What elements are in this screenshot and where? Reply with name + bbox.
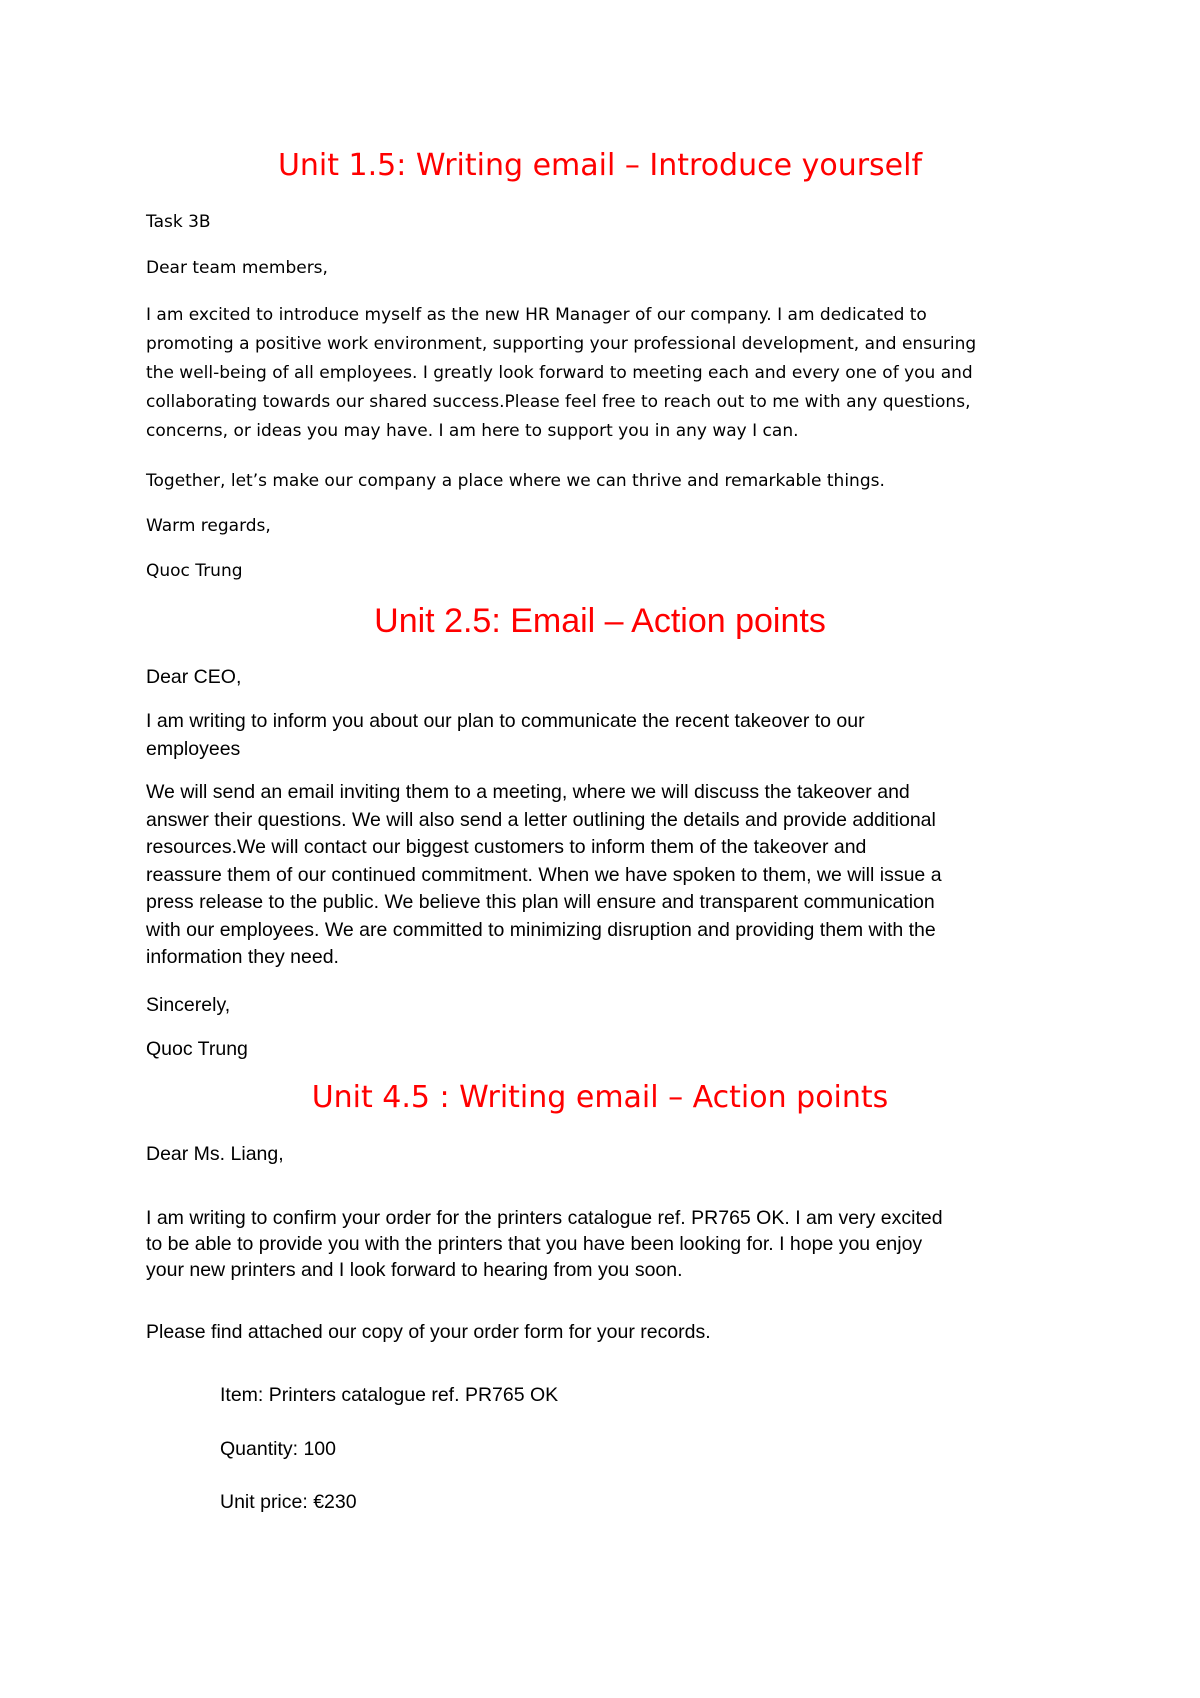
unit1-body-line: I am excited to introduce myself as the new HR Manager of our company. I am dedicated to [146,305,927,325]
order-unit-price: Unit price: €230 [220,1491,357,1513]
unit2-para2-line: information they need. [146,946,339,968]
unit1-task-label: Task 3B [146,212,211,232]
unit4-paragraph-2: Please find attached our copy of your order form for your records. [146,1321,711,1343]
unit2-sign-off: Sincerely, [146,994,231,1016]
unit4-heading: Unit 4.5 : Writing email – Action points [311,1080,889,1115]
unit1-body-line: collaborating towards our shared success.Please feel free to reach out to me with any questions, [146,392,971,412]
unit1-signature: Quoc Trung [146,561,243,581]
order-item: Item: Printers catalogue ref. PR765 OK [220,1384,559,1406]
unit4-greeting: Dear Ms. Liang, [146,1143,284,1165]
unit2-para2-line: answer their questions. We will also send a letter outlining the details and provide additional [146,808,936,831]
unit2-paragraph-1 [146,708,1076,763]
unit4-para1-line: your new printers and I look forward to hearing from you soon. [146,1259,683,1281]
unit2-para2-line: with our employees. We are committed to minimizing disruption and providing them with the [146,918,936,941]
unit4-paragraph-1 [146,1205,1076,1283]
unit2-para2-line: press release to the public. We believe this plan will ensure and transparent communication [146,891,935,913]
unit1-body-line: the well-being of all employees. I greatly look forward to meeting each and every one of you and [146,363,973,383]
unit2-para1-line: employees [146,737,241,760]
unit1-body-paragraph [146,301,1076,446]
unit4-para1-line: to be able to provide you with the printers that you have been looking for. I hope you enjoy [146,1233,923,1255]
unit2-paragraph-2 [146,779,1076,972]
unit4-para1-line: I am writing to confirm your order for the printers catalogue ref. PR765 OK. I am very excited [146,1207,943,1229]
unit2-para1-line: I am writing to inform you about our plan to communicate the recent takeover to our [146,710,865,732]
unit2-signature: Quoc Trung [146,1038,248,1060]
unit1-body-line: promoting a positive work environment, supporting your professional development, and ensuring [146,334,977,354]
order-quantity: Quantity: 100 [220,1438,336,1460]
unit2-greeting: Dear CEO, [146,666,242,688]
unit1-closing-paragraph: Together, let’s make our company a place where we can thrive and remarkable things. [146,471,885,491]
unit2-para2-line: resources.We will contact our biggest customers to inform them of the takeover and [146,836,867,858]
unit1-greeting: Dear team members, [146,258,328,278]
unit1-heading: Unit 1.5: Writing email – Introduce yourself [277,148,923,183]
unit1-body-line: concerns, or ideas you may have. I am here to support you in any way I can. [146,421,799,441]
unit2-heading: Unit 2.5: Email – Action points [374,602,826,640]
unit2-para2-line: reassure them of our continued commitment. When we have spoken to them, we will issue a [146,863,942,886]
unit1-sign-off: Warm regards, [146,516,271,536]
unit2-para2-line: We will send an email inviting them to a meeting, where we will discuss the takeover and [146,781,910,803]
